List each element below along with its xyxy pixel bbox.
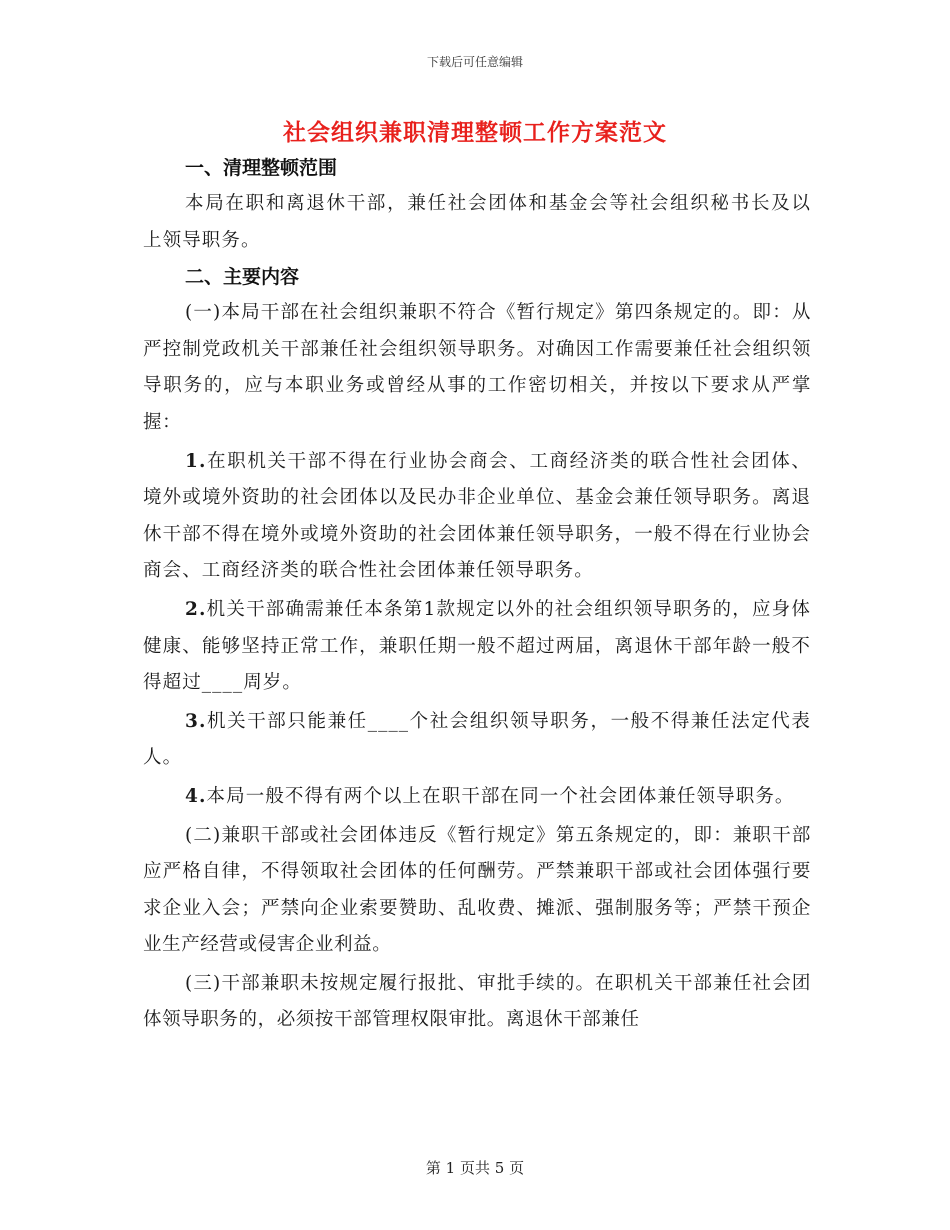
list-item-1	[143, 444, 811, 590]
list-item-text: 机关干部只能兼任____个社会组织领导职务，一般不得兼任法定代表人。	[143, 710, 811, 769]
content-paragraph-1: (一)本局干部在社会组织兼职不符合《暂行规定》第四条规定的。即：从严控制党政机关干部兼任社会组织领导职务。对确因工作需要兼任社会组织领导职务的，应与本职业务或曾经从事的工作密切相关，并按以下要求从严掌握：	[143, 302, 811, 433]
list-item-3	[143, 704, 811, 777]
content-paragraph-2: (二)兼职干部或社会团体违反《暂行规定》第五条规定的，即：兼职干部应严格自律，不得领取社会团体的任何酬劳。严禁兼职干部或社会团体强行要求企业入会；严禁向企业索要赞助、乱收费、摊派、强制服务等；严禁干预企业生产经营或侵害企业利益。	[143, 824, 811, 956]
list-item-4	[143, 779, 811, 816]
scope-paragraph: 本局在职和离退休干部，兼任社会团体和基金会等社会组织秘书长及以上领导职务。	[143, 193, 811, 251]
section-heading-scope: 一、清理整顿范围	[185, 157, 338, 179]
list-item-2	[143, 592, 811, 702]
list-item-text: 机关干部确需兼任本条第1款规定以外的社会组织领导职务的，应身体健康、能够坚持正常工作，兼职任期一般不超过两届，离退休干部年龄一般不得超过____周岁。	[143, 598, 811, 694]
list-item-number: 3.	[185, 710, 207, 732]
list-item-number: 1.	[185, 450, 207, 472]
list-item-text: 本局一般不得有两个以上在职干部在同一个社会团体兼任领导职务。	[206, 785, 795, 807]
list-item-number: 4.	[185, 785, 207, 807]
list-item-text: 在职机关干部不得在行业协会商会、工商经济类的联合性社会团体、境外或境外资助的社会团体以及民办非企业单位、基金会兼任领导职务。离退休干部不得在境外或境外资助的社会团体兼任领导职务，一般不得在行业协会商会、工商经济类的联合性社会团体兼任领导职务。	[143, 450, 811, 582]
page-header-note: 下载后可任意编辑	[426, 55, 523, 69]
section-heading-content: 二、主要内容	[185, 266, 300, 289]
page-number-indicator: 第 1 页共 5 页	[425, 1159, 525, 1177]
list-item-number: 2.	[185, 598, 207, 620]
content-paragraph-3: (三)干部兼职未按规定履行报批、审批手续的。在职机关干部兼任社会团体领导职务的，必须按干部管理权限审批。离退休干部兼任	[143, 972, 811, 1031]
document-title: 社会组织兼职清理整顿工作方案范文	[283, 119, 667, 146]
document-body	[143, 150, 811, 1039]
